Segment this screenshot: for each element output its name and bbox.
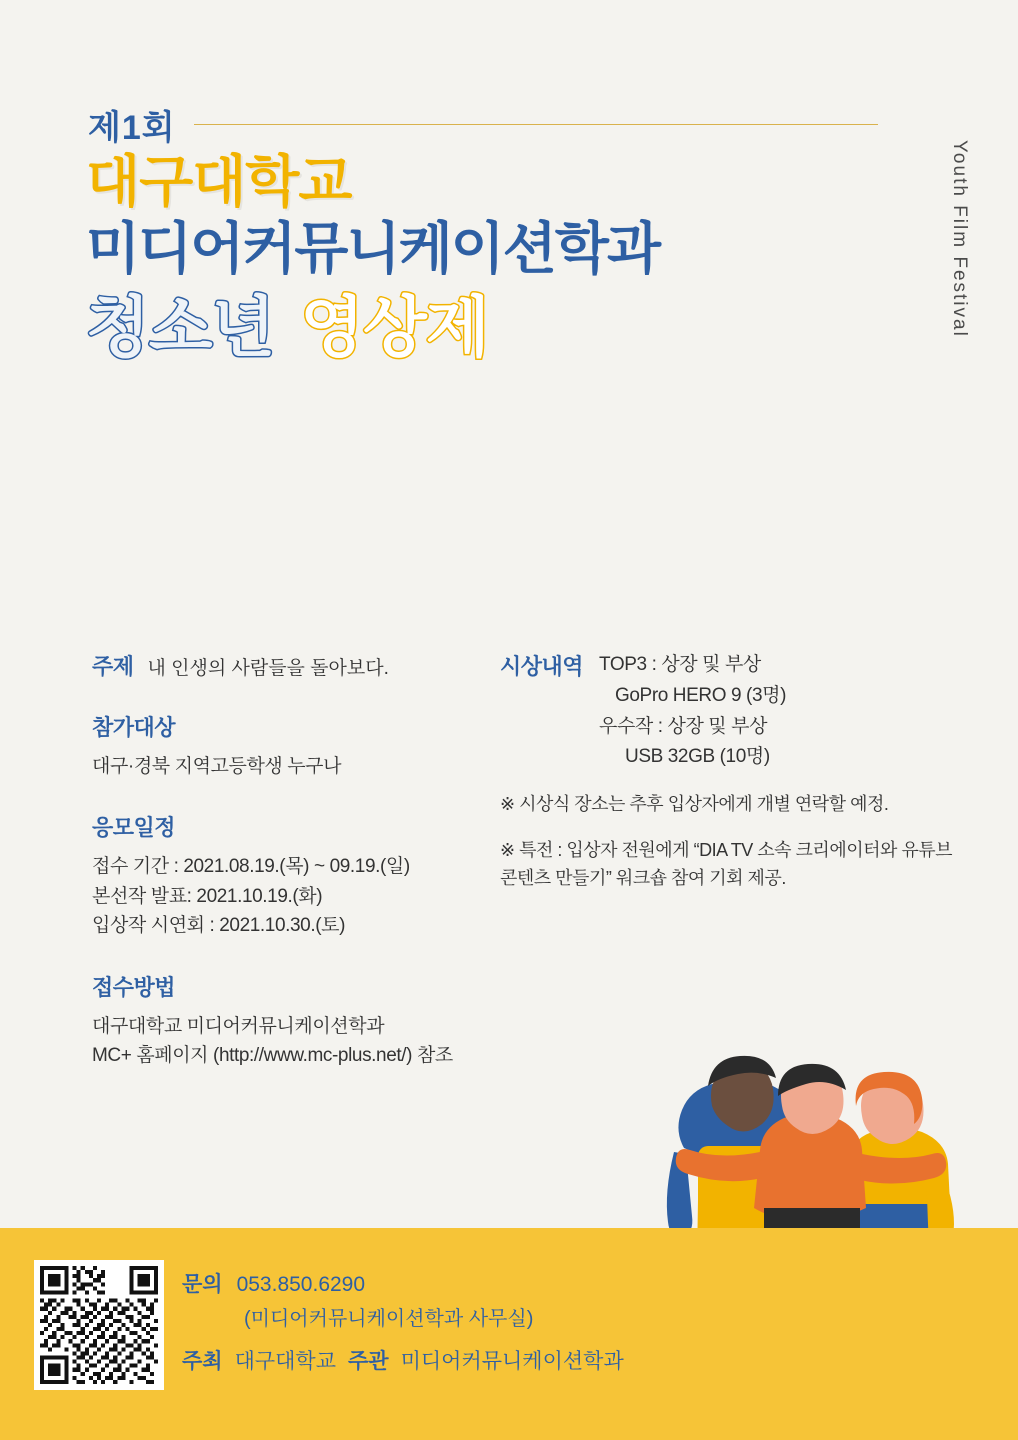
schedule-line: 입상작 시연회 : 2021.10.30.(토) xyxy=(92,915,346,937)
title-line-event xyxy=(86,290,886,366)
award-line: USB 32GB (10명) xyxy=(625,746,770,768)
title-word-youth: 청소년 xyxy=(86,290,275,365)
apply-label: 접수방법 xyxy=(92,974,176,1000)
target-block xyxy=(92,711,472,781)
info-column-left xyxy=(92,650,472,1071)
award-block xyxy=(500,650,970,773)
award-line: TOP3 : 상장 및 부상 xyxy=(599,654,761,675)
schedule-block xyxy=(92,811,472,940)
award-label: 시상내역 xyxy=(500,654,584,679)
edition-divider xyxy=(194,124,878,125)
poster-title xyxy=(86,150,886,366)
award-list xyxy=(599,650,786,773)
schedule-label: 응모일정 xyxy=(92,815,176,841)
topic-block xyxy=(92,650,472,681)
topic-label: 주제 xyxy=(92,654,134,679)
contact-label: 문의 xyxy=(182,1273,223,1296)
contact-row xyxy=(182,1268,624,1298)
footer-bar xyxy=(0,1228,1018,1440)
apply-block xyxy=(92,971,472,1071)
host-label: 주최 xyxy=(182,1350,223,1373)
award-line: 우수작 : 상장 및 부상 xyxy=(599,715,768,737)
qr-code[interactable] xyxy=(34,1260,164,1390)
apply-line-homepage[interactable]: MC+ 홈페이지 (http://www.mc-plus.net/) 참조 xyxy=(92,1045,453,1067)
target-label: 참가대상 xyxy=(92,715,176,740)
organizer-label: 주관 xyxy=(348,1350,389,1373)
award-line: GoPro HERO 9 (3명) xyxy=(615,684,787,706)
award-note-location: ※ 시상식 장소는 추후 입상자에게 개별 연락할 예정. xyxy=(500,794,889,815)
title-line-university: 대구대학교 xyxy=(86,150,352,213)
schedule-line: 접수 기간 : 2021.08.19.(목) ~ 09.19.(일) xyxy=(92,856,410,878)
contact-value: 053.850.6290 xyxy=(236,1273,366,1296)
edition-label: 제1회 xyxy=(88,109,176,147)
footer-info xyxy=(182,1268,624,1375)
topic-value: 내 인생의 사람들을 돌아보다. xyxy=(147,658,389,679)
contact-subtext: (미디어커뮤니케이션학과 사무실) xyxy=(244,1308,534,1330)
organizer-value: 미디어커뮤니케이션학과 xyxy=(400,1350,624,1373)
host-row xyxy=(182,1345,624,1375)
target-value: 대구·경북 지역고등학생 누구나 xyxy=(92,756,342,777)
title-word-filmfest: 영상제 xyxy=(300,290,489,365)
award-note-benefit: ※ 특전 : 입상자 전원에게 “DIA TV 소속 크리에이터와 유튜브 콘텐츠 만들기” 워크숍 참여 기회 제공. xyxy=(500,839,953,888)
host-value: 대구대학교 xyxy=(234,1350,337,1373)
title-line-department: 미디어커뮤니케이션학과 xyxy=(86,217,660,281)
schedule-line: 본선작 발표: 2021.10.19.(화) xyxy=(92,885,323,907)
vertical-english-title: Youth Film Festival xyxy=(949,140,970,338)
edition-row xyxy=(88,100,878,149)
apply-line: 대구대학교 미디어커뮤니케이션학과 xyxy=(92,1015,385,1037)
info-column-right xyxy=(500,650,970,893)
